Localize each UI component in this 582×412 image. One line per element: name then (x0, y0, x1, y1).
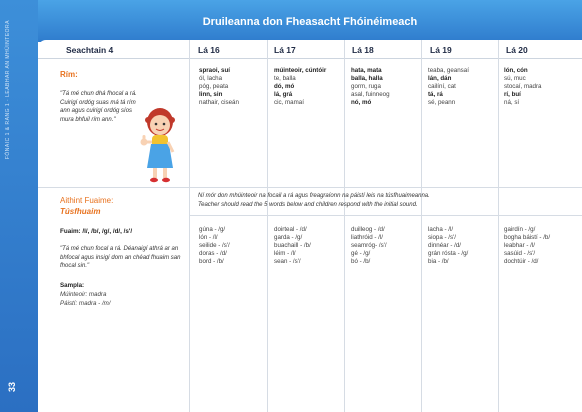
column-header-day-17: Lá 17 (274, 45, 296, 55)
word-sound: garda - /g/ (274, 234, 303, 241)
side-strip (0, 0, 38, 412)
word-pair: linn, sin (199, 91, 223, 98)
rim-day-17 (274, 67, 342, 107)
word-sound: liathróid - /l/ (351, 234, 383, 241)
girl-thumbs-up-illustration (138, 102, 184, 188)
word-pair: rí, buí (504, 91, 521, 98)
fuaime-day-20 (504, 226, 578, 266)
word-sound: doras - /d/ (199, 250, 227, 257)
word-sound: gairdín - /g/ (504, 226, 536, 233)
word-pair: balla, halla (351, 75, 383, 82)
word-pair: cailíní, cat (428, 83, 456, 90)
rim-heading: Rím: (60, 70, 78, 79)
word-sound: dinnéar - /d/ (428, 242, 462, 249)
word-pair: spraoi, suí (199, 67, 230, 74)
rim-day-18 (351, 67, 419, 107)
word-sound: bó - /b/ (351, 258, 371, 265)
page-number: 33 (7, 382, 17, 393)
word-sound: duilleog - /d/ (351, 226, 385, 233)
grid-divider (344, 40, 345, 412)
word-sound: dochtúir - /d/ (504, 258, 539, 265)
word-sound: leabhar - /l/ (504, 242, 535, 249)
fuaime-day-18 (351, 226, 419, 266)
word-sound: doirteal - /d/ (274, 226, 307, 233)
fuaime-instruction: "Tá mé chun focal a rá. Déanaigí athrá ar an bhfocal agus insigí dom an chéad fhuaim san fhocal sin." (60, 246, 181, 269)
column-header-day-20: Lá 20 (506, 45, 528, 55)
fuaime-day-17 (274, 226, 342, 266)
word-sound: lón - /l/ (199, 234, 218, 241)
word-pair: teaba, geansaí (428, 67, 469, 74)
sample-label: Sampla: (60, 282, 85, 289)
table-header-row (38, 40, 582, 59)
fuaime-heading: Aithint Fuaime: (60, 196, 114, 205)
word-pair: asal, fuinneog (351, 91, 390, 98)
note-english: Teacher should read the 5 words below and children respond with the initial sound. (198, 202, 418, 208)
word-sound: gúna - /g/ (199, 226, 226, 233)
fuaime-sounds: Fuaim: /l/, /b/, /g/, /d/, /s'/ (60, 228, 133, 235)
word-pair: lán, dán (428, 75, 452, 82)
grid-divider (498, 40, 499, 412)
rim-day-16 (199, 67, 265, 107)
sample-teacher: Múinteoir: madra (60, 291, 107, 298)
sample-children: Páistí: madra - /m/ (60, 300, 111, 307)
page-title: Druileanna don Fheasacht Fhóinéimeach (202, 16, 418, 28)
word-sound: siopa - /s'/ (428, 234, 457, 241)
word-sound: sean - /s'/ (274, 258, 301, 265)
rim-day-19 (428, 67, 496, 107)
note-irish: Ní mór don mhúinteoir na focail a rá agus freagraíonn na páistí leis na túsfhuaimeanna. (198, 193, 430, 199)
word-pair: nó, mó (351, 99, 372, 106)
word-pair: múinteoir, cúntóir (274, 67, 327, 74)
word-sound: seilide - /s'/ (199, 242, 230, 249)
fuaime-subheading: Túsfhuaim (60, 207, 101, 216)
side-strip-text: FÓNAIC 1 & RANG 1 · LEABHAR AN MHÚINTEORA (5, 20, 11, 160)
grid-divider (267, 40, 268, 412)
word-pair: sé, peann (428, 99, 456, 106)
word-sound: bia - /b/ (428, 258, 449, 265)
word-sound: sasúid - /s'/ (504, 250, 536, 257)
word-pair: cic, mamaí (274, 99, 304, 106)
word-pair: gorm, rugа (351, 83, 381, 90)
column-header-day-16: Lá 16 (198, 45, 220, 55)
grid-divider (421, 40, 422, 412)
word-pair: dó, mó (274, 83, 295, 90)
word-sound: lacha - /l/ (428, 226, 454, 233)
word-sound: buachaill - /b/ (274, 242, 311, 249)
word-sound: gé - /g/ (351, 250, 371, 257)
rim-instruction: "Tá mé chun dhá fhocal a rá. Cuirigí ordóg suas má tá rím ann agus cuirigí ordóg síos mura bhfuil rím ann." (60, 91, 137, 123)
row-divider (38, 187, 582, 188)
word-sound: grán rósta - /g/ (428, 250, 469, 257)
grid-divider (189, 40, 190, 412)
word-pair: tá, rá (428, 91, 443, 98)
column-header-day-19: Lá 19 (430, 45, 452, 55)
word-pair: sú, muc (504, 75, 526, 82)
word-pair: te, balla (274, 75, 296, 82)
word-pair: póg, peata (199, 83, 229, 90)
word-sound: bord - /b/ (199, 258, 224, 265)
word-pair: lá, grá (274, 91, 293, 98)
word-pair: hata, mata (351, 67, 382, 74)
word-pair: nathair, ciseán (199, 99, 239, 106)
column-header-week: Seachtain 4 (66, 45, 114, 55)
word-pair: lón, cón (504, 67, 528, 74)
rim-day-20 (504, 67, 578, 107)
word-sound: seamróg- /s'/ (351, 242, 387, 249)
fuaime-day-19 (428, 226, 496, 266)
word-sound: léim - /l/ (274, 250, 296, 257)
column-header-day-18: Lá 18 (352, 45, 374, 55)
drill-table (38, 40, 582, 412)
word-sound: bogha báistí - /b/ (504, 234, 551, 241)
word-pair: ól, lacha (199, 75, 223, 82)
fuaime-day-16 (199, 226, 265, 266)
word-pair: ná, sí (504, 99, 520, 106)
row-divider (189, 215, 582, 216)
word-pair: stocaí, madra (504, 83, 542, 90)
